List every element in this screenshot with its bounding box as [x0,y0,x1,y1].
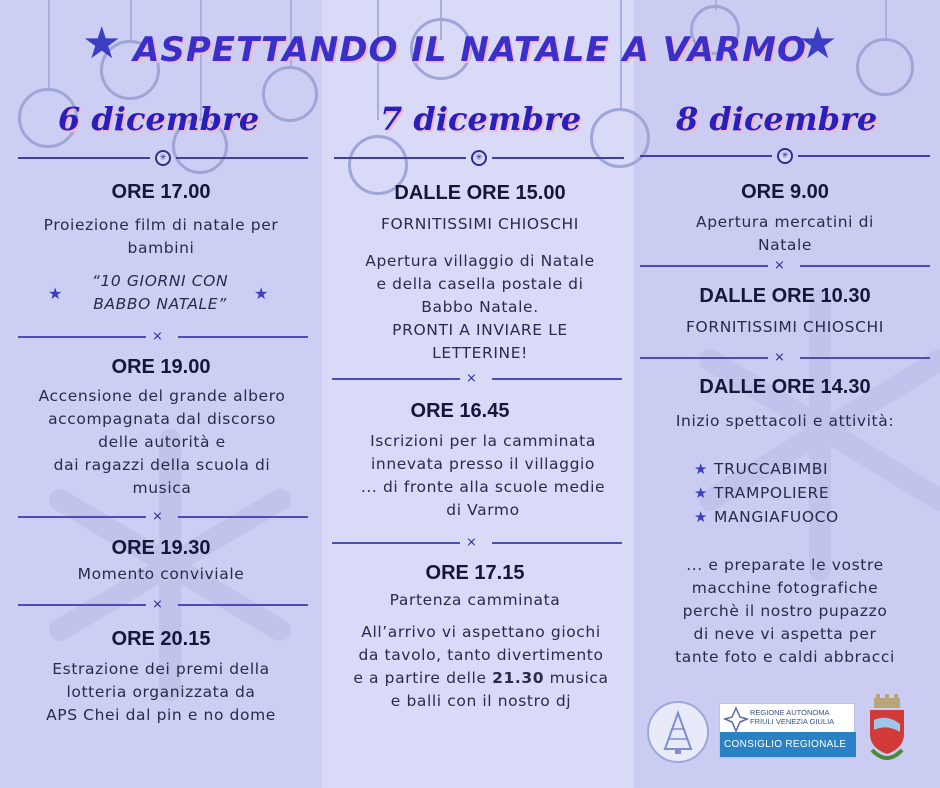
star-icon: ★ [694,508,709,526]
event-time: ORE 19.00 [111,356,211,378]
day-label-2: 7 dicembre [380,100,582,138]
event-description: Proiezione film di natale per bambini [43,216,279,257]
event-time: ORE 9.00 [741,181,829,203]
event-description: Apertura mercatini di Natale [696,213,874,254]
event-divider: ⨯ [332,372,622,386]
day-separator: ✳ [334,150,624,166]
event-description: All’arrivo vi aspettano giochi da tavolo, tanto divertimento e a partire delle 21.30 musica e balli con il nostro dj [353,623,609,710]
event-time: DALLE ORE 14.30 [699,376,871,398]
event-subtitle: FORNITISSIMI CHIOSCHI [381,215,579,233]
event-subtitle: FORNITISSIMI CHIOSCHI [686,318,884,336]
highlight-time: 21.30 [492,669,545,687]
event-description: Estrazione dei premi della lotteria organizzata da APS Chei dal pin e no dome [46,660,276,724]
star-icon: ★ [694,460,709,478]
event-description: Apertura villaggio di Natale e della casella postale di Babbo Natale. PRONTI A INVIARE LE LETTERINE! [365,252,595,362]
event-time: ORE 16.45 [410,400,510,422]
event-subtitle: Partenza camminata [389,591,561,609]
event-description: Accensione del grande albero accompagnata dal discorso delle autorità e dai ragazzi della scuola di musica [38,387,286,497]
day-label-1: 6 dicembre [58,100,260,138]
event-time: ORE 20.15 [111,628,211,650]
poster-title: ASPETTANDO IL NATALE A VARMO [133,30,807,70]
event-time: DALLE ORE 15.00 [394,182,566,204]
event-divider: ⨯ [18,510,308,524]
day-label-3: 8 dicembre [676,100,878,138]
day-separator: ✳ [640,148,930,164]
event-time: ORE 17.15 [425,562,525,584]
event-description: Momento conviviale [77,565,245,583]
event-time: DALLE ORE 10.30 [699,285,871,307]
list-item: ★ TRUCCABIMBI [694,457,839,481]
day-separator: ✳ [18,150,308,166]
event-description: ... e preparate le vostre macchine fotografiche perchè il nostro pupazzo di neve vi aspetta per tante foto e caldi abbracci [675,556,895,666]
list-item: ★ MANGIAFUOCO [694,505,839,529]
event-divider: ⨯ [18,330,308,344]
star-icon: ★ [82,18,122,69]
event-divider: ⨯ [332,536,622,550]
ornament-ball-icon [262,66,318,122]
event-divider: ⨯ [640,259,930,273]
event-description: Iscrizioni per la camminata innevata presso il villaggio ... di fronte alla scuole medie di Varmo [360,432,606,519]
star-icon: ★ [694,484,709,502]
event-time: ORE 17.00 [111,181,211,203]
event-subtitle: Inizio spettacoli e attività: [675,412,895,430]
star-icon: ★ [254,284,269,303]
event-time: ORE 19.30 [111,537,211,559]
activity-list [694,457,839,529]
event-divider: ⨯ [640,351,930,365]
list-item: ★ TRAMPOLIERE [694,481,839,505]
regione-fvg-logo: REGIONE AUTONOMA FRIULI VENEZIA GIULIA CONSIGLIO REGIONALE [719,703,855,758]
star-icon: ★ [798,18,838,69]
association-logo [647,701,709,763]
star-icon: ★ [48,284,63,303]
film-title: “10 GIORNI CON BABBO NATALE” [91,272,229,313]
coat-of-arms-icon [864,694,910,770]
event-divider: ⨯ [18,598,308,612]
